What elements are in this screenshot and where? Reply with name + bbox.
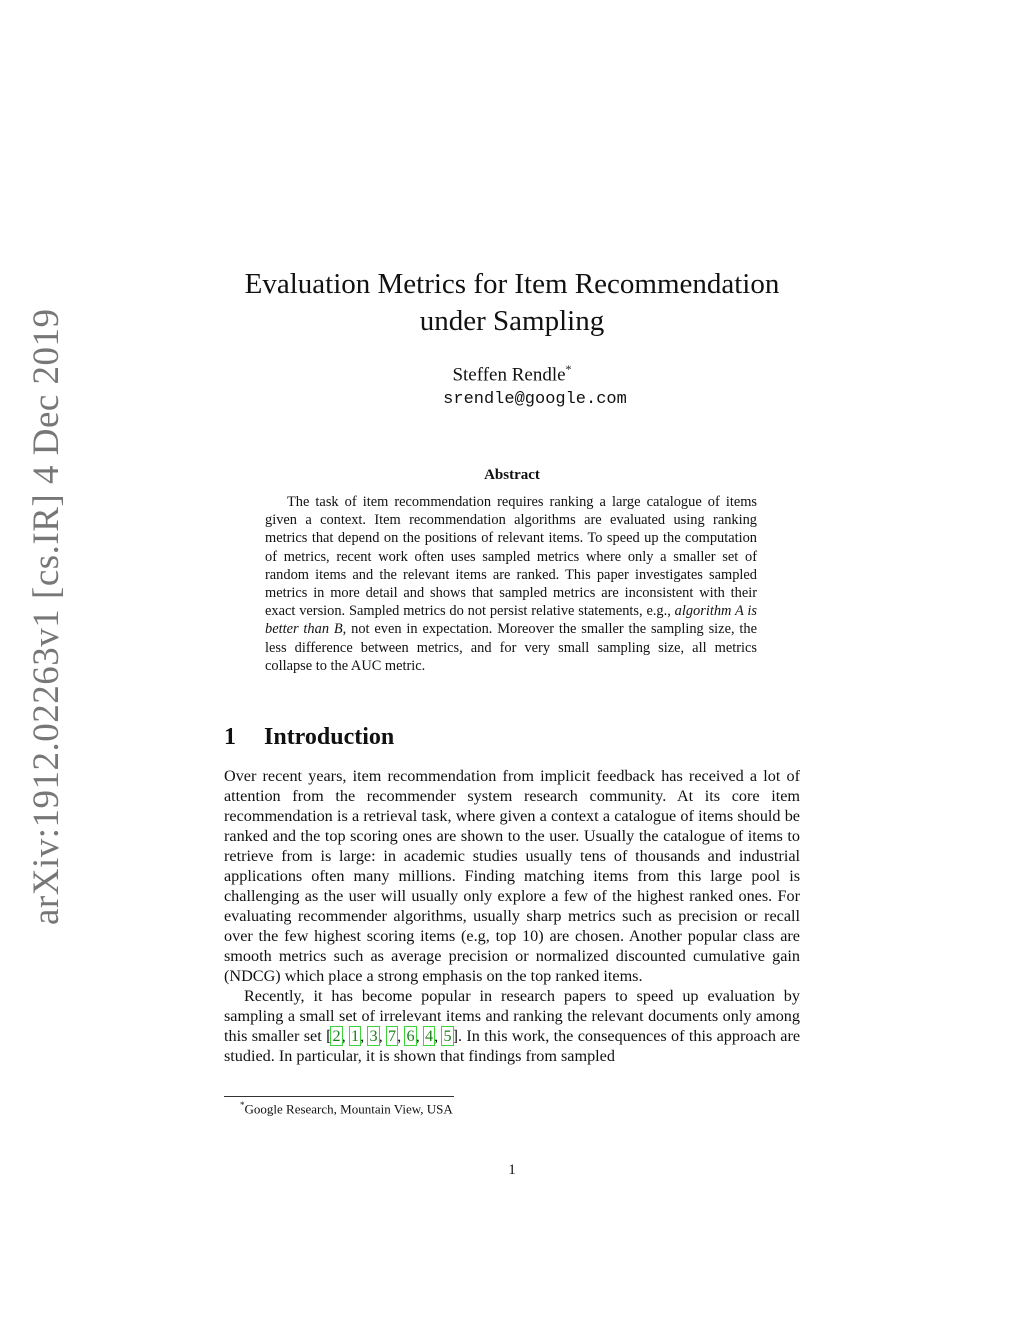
footnote (240, 1100, 453, 1117)
section-heading (224, 724, 394, 751)
paragraph-1: Over recent years, item recommendation from implicit feedback has received a lot of attention from the recommender system research community. At its core item recommendation is a retrieval task, where given a context a catalogue of items should be ranked and the top scoring ones are shown to the user. Usually the catalogue of items to retrieve from is large: in academic studies usually tens of thousands and industrial applications often many millions. Finding matching items from this large pool is challenging as the user will usually only explore a few of the highest ranked ones. For evaluating recommender algorithms, usually sharp metrics such as precision or recall over the few highest scoring items (e.g, top 10) are chosen. Another popular class are smooth metrics such as average precision or normalized discounted cumulative gain (NDCG) which place a strong emphasis on the top ranked items. (224, 767, 800, 985)
author-text: Steffen Rendle (452, 364, 566, 386)
title-line-1: Evaluation Metrics for Item Recommendation (244, 268, 780, 300)
abstract-part-1: The task of item recommendation requires ranking a large catalogue of items given a context. Item recommendation algorithms are evaluated using ranking metrics that depend on the positions of relevant items. To speed up the computation of metrics, recent work often uses sampled metrics where only a smaller set of random items and the relevant items are ranked. This paper investigates sampled metrics in more detail and shows that sampled metrics are inconsistent with their exact version. Sampled metrics do not persist relative statements, e.g., (265, 494, 757, 620)
title-line-2: under Sampling (419, 305, 605, 337)
citation-link[interactable]: 1 (350, 1027, 360, 1045)
author-footnote-mark: * (565, 362, 572, 376)
citation-link[interactable]: 3 (369, 1027, 378, 1045)
paragraph-2: Recently, it has become popular in research papers to speed up evaluation by sampling a small set of irrelevant items and ranking the relevant documents only among this smaller set [2, 1, 3, 7, 6, 4, 5]. In this work, the consequences of this approach are studied. In particular, it is shown that findings from sampled (224, 987, 801, 1065)
author-email: srendle@google.com (443, 390, 627, 409)
abstract-italic: algorithm A is better than B (265, 603, 757, 638)
footnote-text: Google Research, Mountain View, USA (244, 1101, 453, 1117)
section-number: 1 (224, 724, 236, 750)
footnote-mark: * (240, 1100, 245, 1110)
footnote-divider (224, 1096, 454, 1097)
arxiv-identifier-stamp: arXiv:1912.02263v1 [cs.IR] 4 Dec 2019 (26, 308, 67, 925)
abstract-text (265, 493, 757, 675)
author-name (0, 362, 1024, 386)
citation-link[interactable]: 5 (443, 1027, 452, 1045)
abstract-heading: Abstract (484, 467, 540, 483)
paper-title (0, 266, 1024, 340)
introduction-body (224, 766, 800, 1066)
citation-link[interactable]: 4 (424, 1027, 434, 1045)
abstract-part-2: , not even in expectation. Moreover the smaller the sampling size, the less difference between metrics, and for very small sampling size, all metrics collapse to the AUC metric. (265, 621, 757, 674)
citation-link[interactable]: 7 (387, 1027, 397, 1045)
paragraph-2-before: Recently, it has become popular in research papers to speed up evaluation by sampling a small set of irrelevant items and ranking the relevant documents only among this smaller set [ (224, 987, 800, 1045)
citation-link[interactable]: 6 (406, 1027, 415, 1045)
section-title: Introduction (264, 724, 395, 750)
citation-link[interactable]: 2 (332, 1027, 341, 1045)
page-number: 1 (508, 1162, 516, 1178)
paragraph-2-after: ]. In this work, the consequences of this approach are studied. In particular, it is shown that findings from sampled (224, 1027, 801, 1065)
